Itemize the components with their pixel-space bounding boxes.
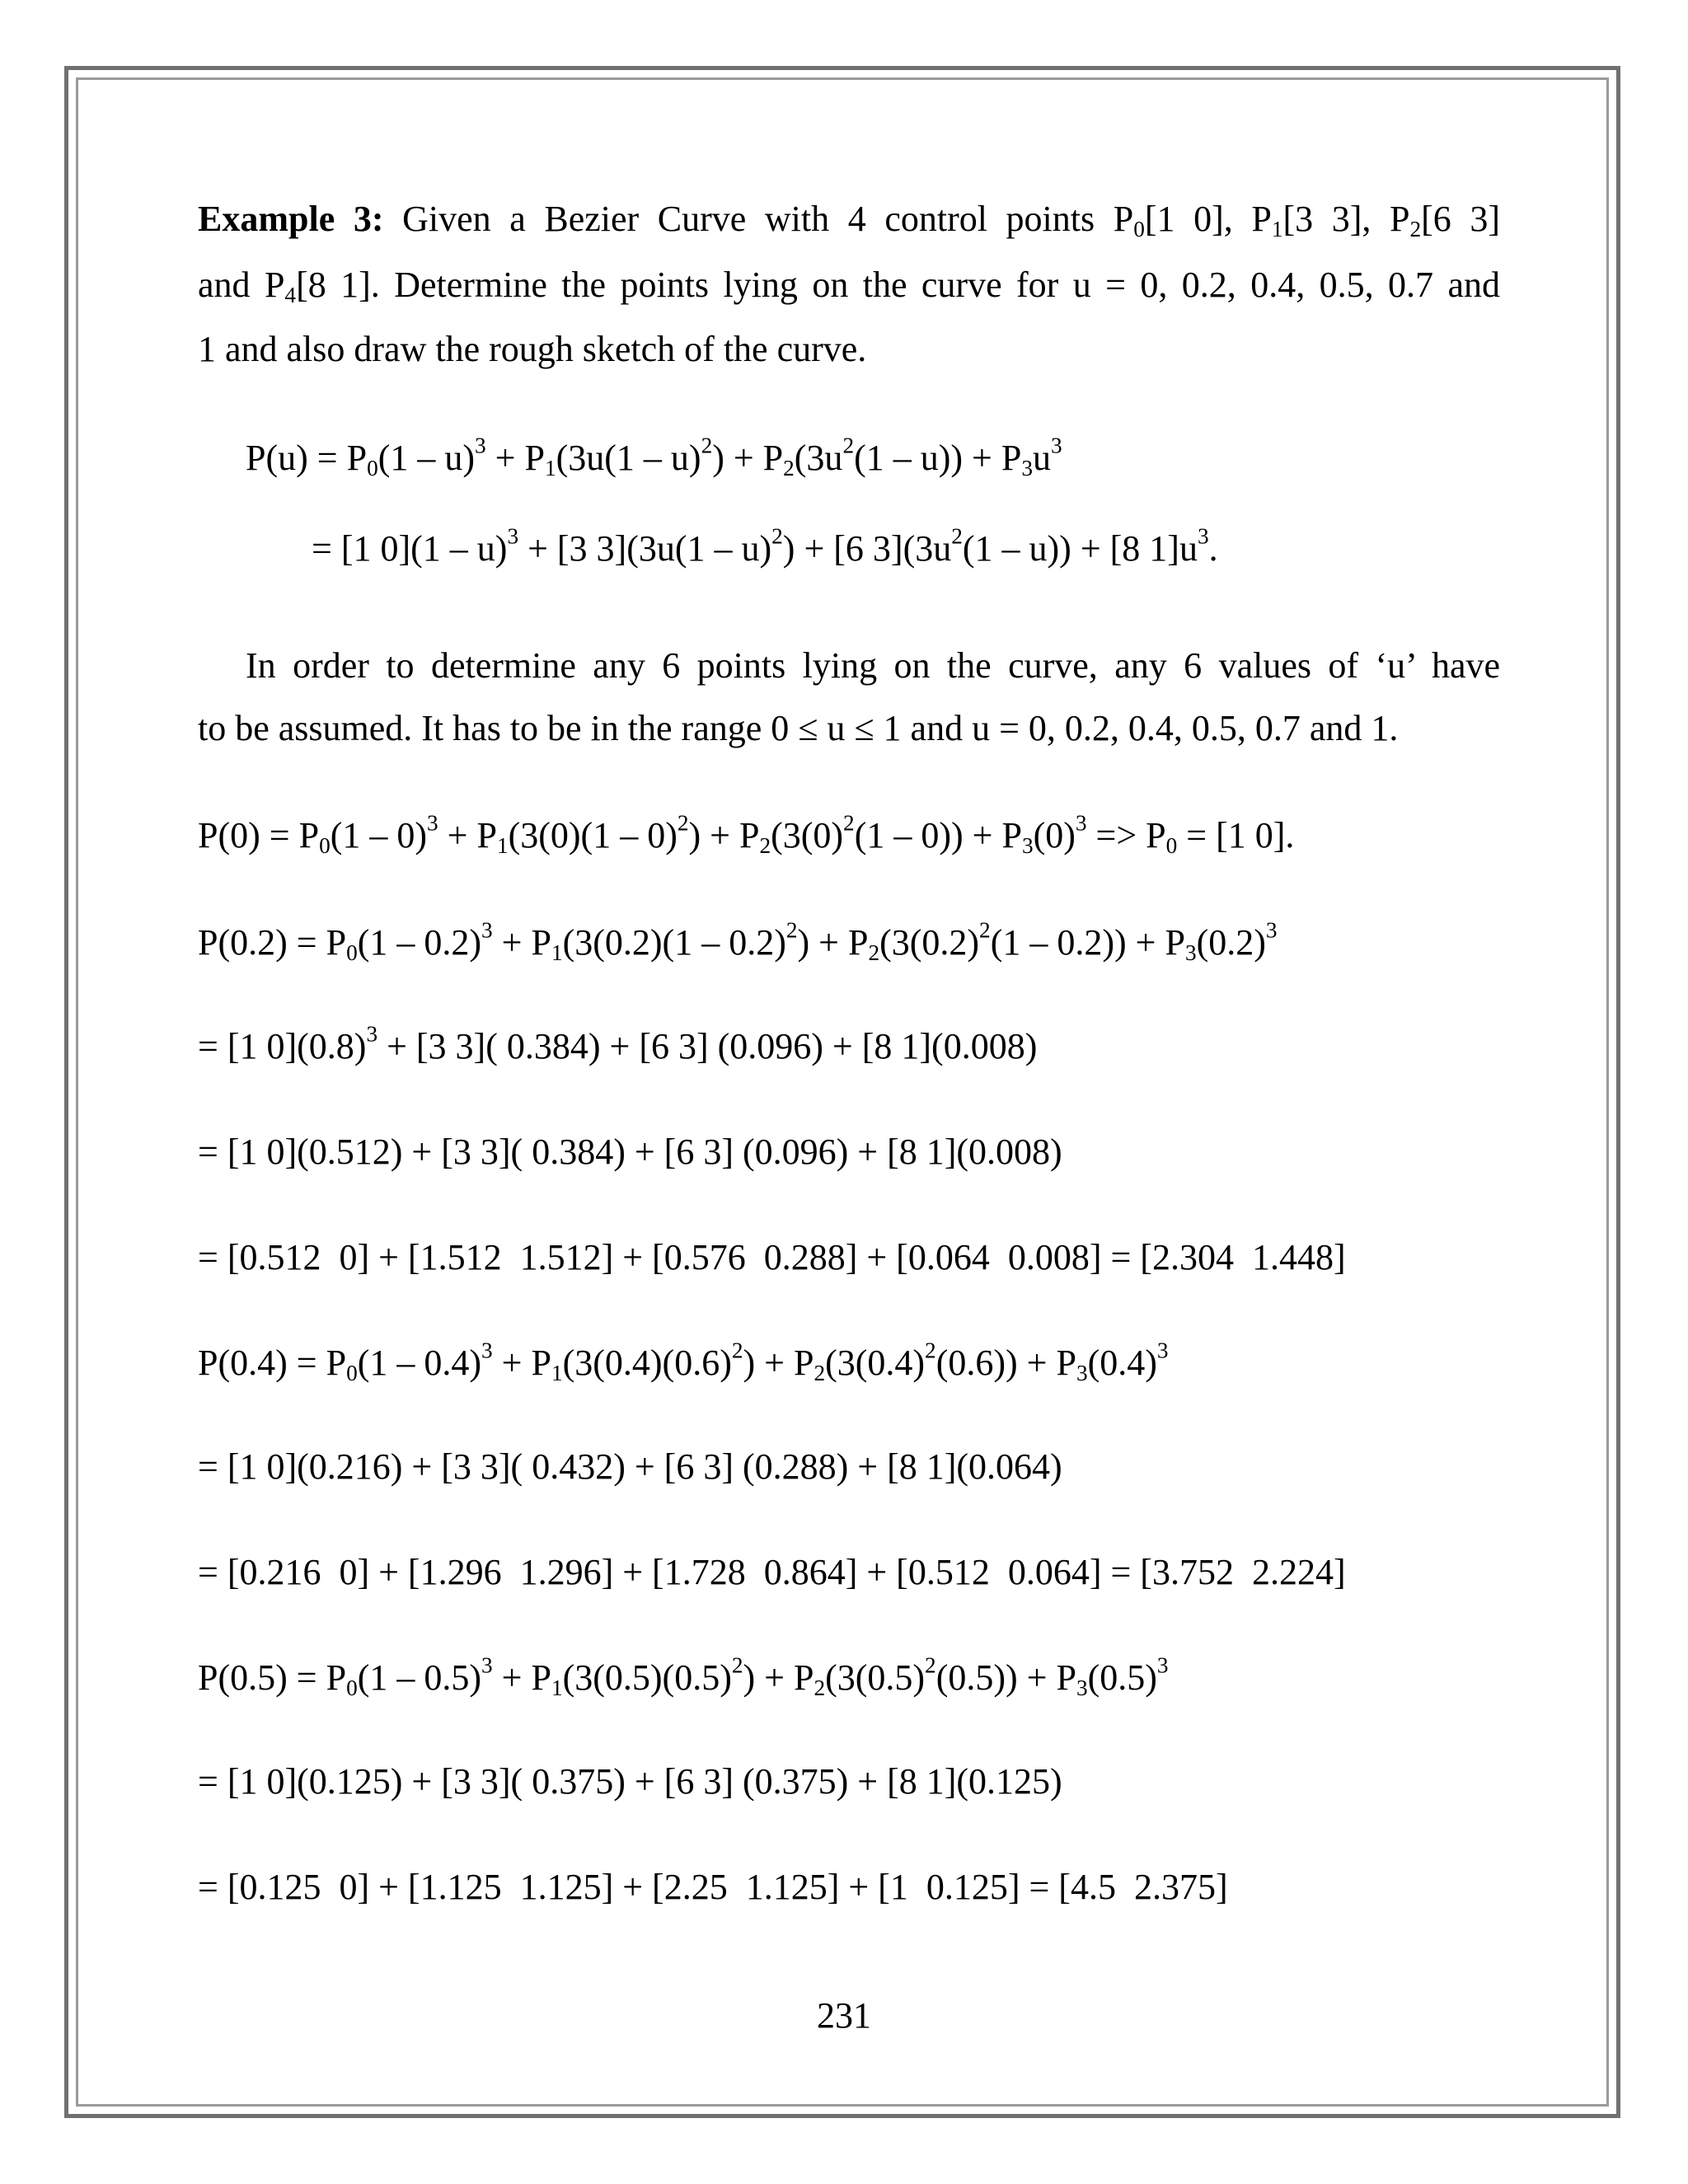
p04-equation: $P(0.4) = P_0(1 - 0.4)^3 + P_1(3(0.4)(0.6)^2) + P_2(3(0.4)^2(0.6)) + P_3(0.4)^3$ bbox=[198, 1338, 1169, 1385]
example-line-1: Example 3: Given a Bezier Curve with 4 control points $P_0[1$ 0], $P_1[3$ 3], $P_2[6$ 3] bbox=[198, 199, 1500, 241]
p02-equation: $P(0.2) = P_0(1 - 0.2)^3 + P_1(3(0.2)(1 - 0.2)^2) + P_2(3(0.2)^2(1 - 0.2)) + P_3(0.2)^3$ bbox=[198, 917, 1278, 965]
page-number: 231 bbox=[817, 1995, 871, 2036]
pu-equation: $P(u) = P_0(1 - u)^3 + P_1(3u(1 - u)^2) + P_2(3u^2(1 - u)) + P_3u^3$ bbox=[246, 433, 1062, 480]
paragraph-line-1: In order to determine any 6 points lying on the curve, any 6 values of ‘u’ have bbox=[246, 645, 1500, 686]
example-heading: Example 3: bbox=[198, 199, 384, 239]
p02-step-3: = [0.512 0] + [1.512 1.512] + [0.576 0.288] + [0.064 0.008] = [2.304 1.448] bbox=[198, 1237, 1346, 1277]
p02-step-2: = [1 0](0.512) + [3 3]( 0.384) + [6 3] (0.096) + [8 1](0.008) bbox=[198, 1132, 1062, 1172]
paragraph-line-2: to be assumed. It has to be in the range 0 ≤ u ≤ 1 and u = 0, 0.2, 0.4, 0.5, 0.7 and 1. bbox=[198, 708, 1399, 748]
p04-step-2: = [0.216 0] + [1.296 1.296] + [1.728 0.864] + [0.512 0.064] = [3.752 2.224] bbox=[198, 1552, 1346, 1592]
p05-equation: $P(0.5) = P_0(1 - 0.5)^3 + P_1(3(0.5)(0.5)^2) + P_2(3(0.5)^2(0.5)) + P_3(0.5)^3$ bbox=[198, 1652, 1169, 1700]
example-text-2: and P bbox=[198, 265, 285, 305]
p02-step-1: = [1 $0](0.8)^3 + [3$ 3]( 0.384) + [6 3] (0.096) + [8 1](0.008) bbox=[198, 1021, 1038, 1066]
example-text-1: Given a Bezier Curve with 4 control points P bbox=[402, 199, 1134, 239]
p04-step-1: = [1 0](0.216) + [3 3]( 0.432) + [6 3] (0.288) + [8 1](0.064) bbox=[198, 1446, 1062, 1487]
pu-substituted: = [1 0](1 – u)$^3$ + [3 3](3u(1 – u)$^2$) + [6 $3](3u^2(1 - u)) + [8$ $1]u^3$. bbox=[312, 523, 1218, 569]
p05-step-1: = [1 0](0.125) + [3 3]( 0.375) + [6 3] (0.375) + [8 1](0.125) bbox=[198, 1761, 1062, 1802]
p0-equation: $P(0) = P_0(1 - 0)^3 + P_1(3(0)(1 - 0)^2) + P_2(3(0)^2(1 - 0)) + P_3(0)^3 => P_0 = [1$ 0]. bbox=[198, 810, 1295, 858]
example-line-3: 1 and also draw the rough sketch of the curve. bbox=[198, 329, 867, 369]
example-line-2: and $P_4[8$ 1]. Determine the points lying on the curve for u = 0, 0.2, 0.4, 0.5, 0.7 and bbox=[198, 265, 1500, 307]
p05-step-2: = [0.125 0] + [1.125 1.125] + [2.25 1.125] + [1 0.125] = [4.5 2.375] bbox=[198, 1867, 1228, 1907]
